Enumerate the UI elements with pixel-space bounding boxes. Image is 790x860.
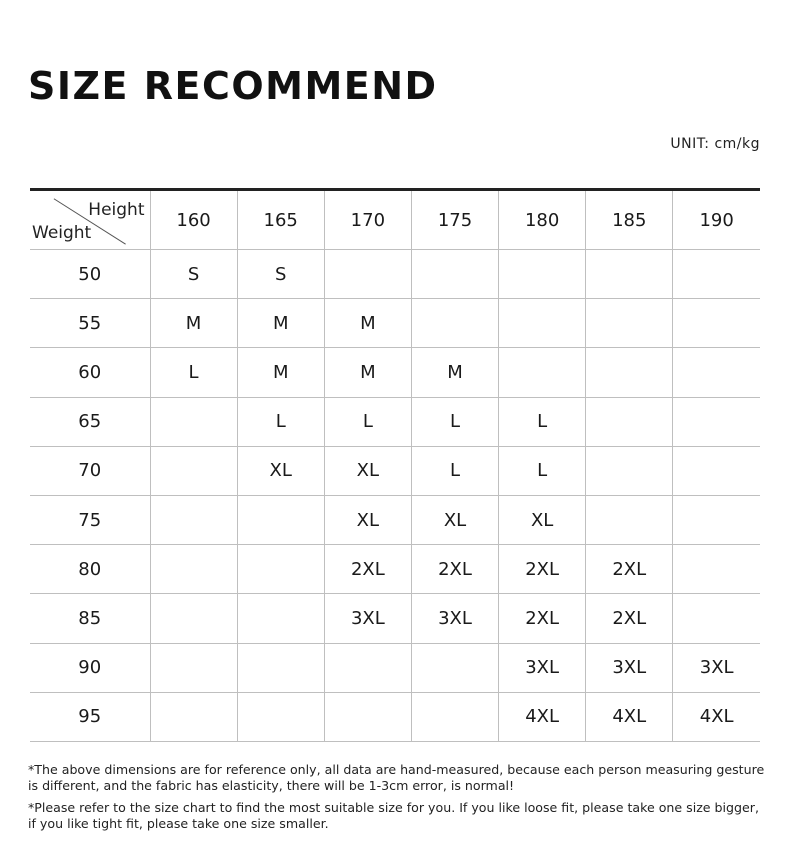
weight-cell: 75 [30,495,150,544]
size-cell [499,348,586,397]
height-header: 170 [324,190,411,250]
size-cell: L [499,446,586,495]
size-cell: XL [499,495,586,544]
size-cell [673,446,760,495]
size-cell: 3XL [673,643,760,692]
size-cell: M [237,348,324,397]
table-row [30,299,760,348]
size-cell [673,250,760,299]
height-header: 190 [673,190,760,250]
size-cell [150,397,237,446]
size-cell: 3XL [411,594,498,643]
size-cell [673,495,760,544]
size-cell [673,397,760,446]
weight-cell: 85 [30,594,150,643]
size-cell: XL [237,446,324,495]
table-row [30,594,760,643]
size-cell [499,250,586,299]
size-cell [324,692,411,741]
weight-cell: 70 [30,446,150,495]
size-cell: L [411,446,498,495]
size-cell: 2XL [499,545,586,594]
size-cell: L [411,397,498,446]
size-cell [499,299,586,348]
size-cell [237,692,324,741]
height-header: 165 [237,190,324,250]
size-cell: L [324,397,411,446]
size-cell [324,250,411,299]
size-cell [586,446,673,495]
size-cell: 2XL [586,594,673,643]
size-cell: 3XL [499,643,586,692]
size-cell [673,348,760,397]
weight-cell: 50 [30,250,150,299]
size-cell: 2XL [586,545,673,594]
size-cell: M [324,348,411,397]
table-row [30,250,760,299]
weight-cell: 65 [30,397,150,446]
size-cell [150,692,237,741]
size-cell [411,250,498,299]
size-cell [150,446,237,495]
size-cell [586,348,673,397]
unit-label: UNIT: cm/kg [670,136,760,152]
size-cell [237,545,324,594]
size-cell: XL [324,446,411,495]
size-cell: L [237,397,324,446]
size-cell [673,594,760,643]
table-row [30,545,760,594]
size-cell: XL [411,495,498,544]
size-cell: 2XL [411,545,498,594]
table-row [30,446,760,495]
height-header: 185 [586,190,673,250]
corner-header [30,190,150,250]
height-header: 160 [150,190,237,250]
table-row [30,495,760,544]
size-cell [586,299,673,348]
size-cell: 2XL [324,545,411,594]
size-cell: 4XL [586,692,673,741]
size-cell [150,545,237,594]
size-table [30,188,760,742]
table-row [30,397,760,446]
size-cell: 4XL [673,692,760,741]
size-cell [150,643,237,692]
size-cell [411,299,498,348]
disclaimer-note: *The above dimensions are for reference only, all data are hand-measured, because each person measuring gesture is different, and the fabric has elasticity, there will be 1-3cm error, is normal! [28,762,765,793]
size-cell: 3XL [324,594,411,643]
size-cell: M [411,348,498,397]
height-header: 175 [411,190,498,250]
size-cell [324,643,411,692]
size-cell: M [237,299,324,348]
header-row [30,190,760,250]
corner-height-label: Height [88,200,145,220]
size-cell [150,594,237,643]
table-row [30,643,760,692]
size-cell: XL [324,495,411,544]
size-cell [411,692,498,741]
page-title: SIZE RECOMMEND [28,64,438,108]
size-cell: 2XL [499,594,586,643]
table-row [30,692,760,741]
size-cell [150,495,237,544]
size-cell: 4XL [499,692,586,741]
table-row [30,348,760,397]
weight-cell: 60 [30,348,150,397]
size-cell [586,250,673,299]
size-cell [673,299,760,348]
size-cell: S [150,250,237,299]
weight-cell: 80 [30,545,150,594]
weight-cell: 95 [30,692,150,741]
size-cell: L [499,397,586,446]
size-cell: L [150,348,237,397]
fit-advice-note: *Please refer to the size chart to find the most suitable size for you. If you like loose fit, please take one size bigger, if you like tight fit, please take one size smaller. [28,800,759,831]
size-cell: M [150,299,237,348]
size-cell: S [237,250,324,299]
size-cell [237,643,324,692]
size-cell [586,397,673,446]
size-cell [586,495,673,544]
size-cell: 3XL [586,643,673,692]
height-header: 180 [499,190,586,250]
size-cell [237,594,324,643]
size-cell: M [324,299,411,348]
size-cell [411,643,498,692]
corner-weight-label: Weight [32,223,92,243]
size-cell [673,545,760,594]
weight-cell: 90 [30,643,150,692]
size-cell [237,495,324,544]
weight-cell: 55 [30,299,150,348]
